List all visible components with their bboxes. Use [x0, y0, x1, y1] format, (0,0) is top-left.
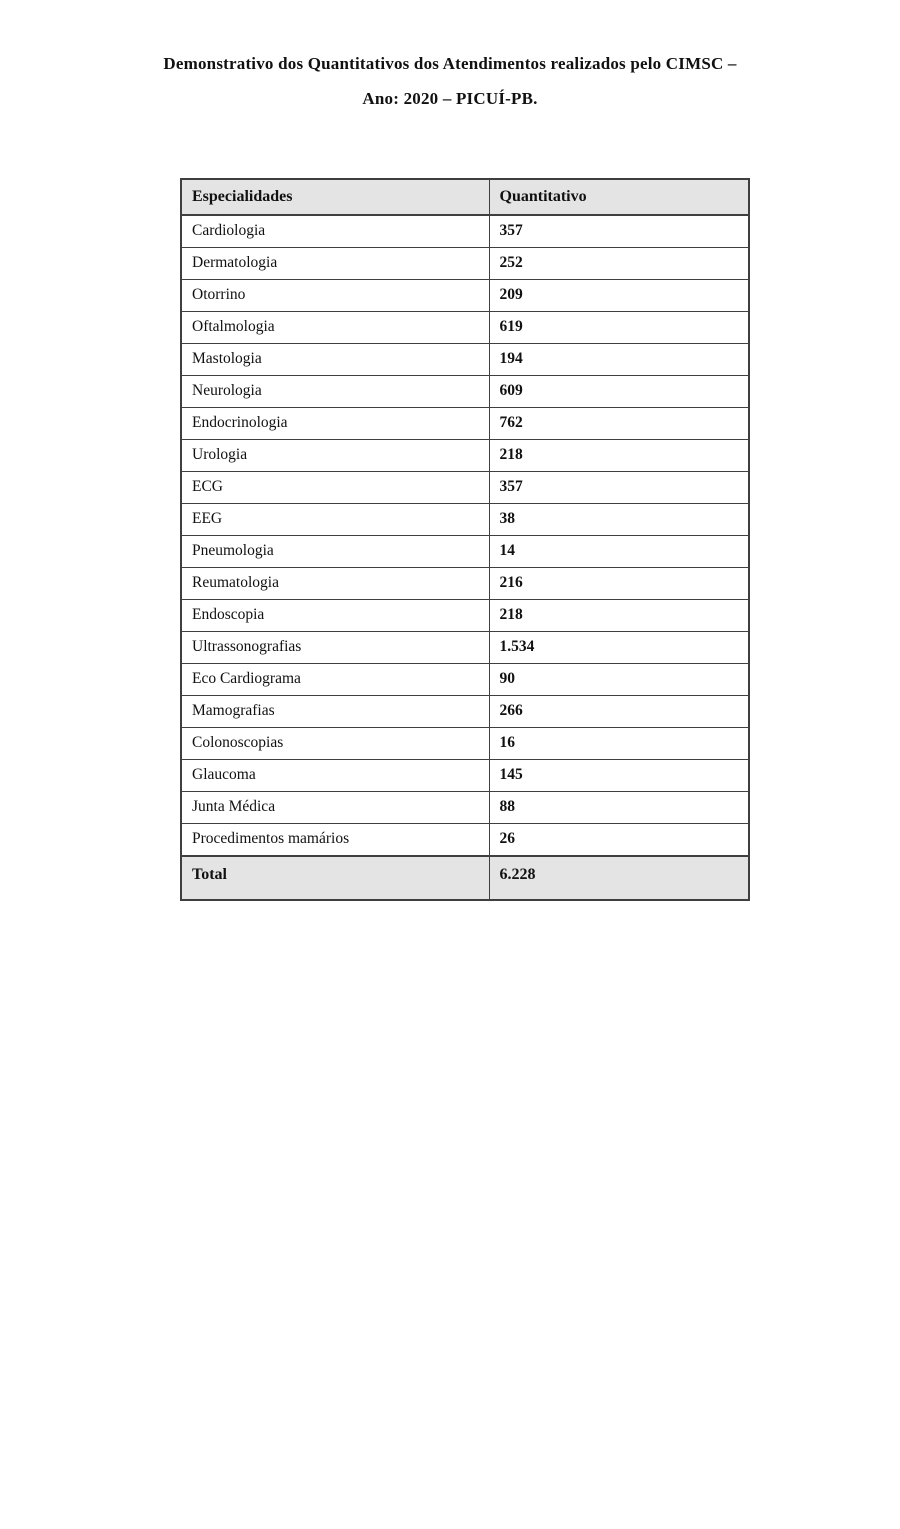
table-row: [181, 696, 749, 728]
specialty-cell: Eco Cardiograma: [181, 664, 489, 696]
table-row: [181, 536, 749, 568]
specialty-cell: Mastologia: [181, 344, 489, 376]
column-header-quantitativo: Quantitativo: [489, 179, 749, 215]
quantity-cell: 357: [489, 472, 749, 504]
quantity-cell: 209: [489, 280, 749, 312]
table-row: [181, 728, 749, 760]
specialty-cell: Oftalmologia: [181, 312, 489, 344]
specialty-cell: Endocrinologia: [181, 408, 489, 440]
quantity-cell: 216: [489, 568, 749, 600]
quantity-cell: 218: [489, 440, 749, 472]
table-row: [181, 760, 749, 792]
table-row: [181, 280, 749, 312]
table-row: [181, 664, 749, 696]
table-body: [181, 215, 749, 856]
quantity-cell: 266: [489, 696, 749, 728]
table-row: [181, 472, 749, 504]
table-row: [181, 312, 749, 344]
quantity-cell: 619: [489, 312, 749, 344]
document-title-line1: Demonstrativo dos Quantitativos dos Atendimentos realizados pelo CIMSC –: [163, 54, 737, 73]
table-row: [181, 824, 749, 857]
specialty-cell: Glaucoma: [181, 760, 489, 792]
specialty-cell: Otorrino: [181, 280, 489, 312]
specialty-cell: Endoscopia: [181, 600, 489, 632]
quantity-cell: 252: [489, 248, 749, 280]
table-row: [181, 600, 749, 632]
quantity-cell: 194: [489, 344, 749, 376]
specialty-cell: Pneumologia: [181, 536, 489, 568]
table-row: [181, 215, 749, 248]
quantity-cell: 26: [489, 824, 749, 857]
specialty-cell: Urologia: [181, 440, 489, 472]
specialty-cell: Colonoscopias: [181, 728, 489, 760]
quantity-cell: 1.534: [489, 632, 749, 664]
quantity-cell: 609: [489, 376, 749, 408]
table-row: [181, 440, 749, 472]
attendance-quantities-table: [180, 178, 750, 901]
quantity-cell: 88: [489, 792, 749, 824]
quantity-cell: 90: [489, 664, 749, 696]
table-row: [181, 344, 749, 376]
table-header: [181, 179, 749, 215]
specialty-cell: Procedimentos mamários: [181, 824, 489, 857]
quantity-cell: 16: [489, 728, 749, 760]
table-row: [181, 376, 749, 408]
specialty-cell: ECG: [181, 472, 489, 504]
quantity-cell: 38: [489, 504, 749, 536]
quantity-cell: 145: [489, 760, 749, 792]
table-row: [181, 408, 749, 440]
specialty-cell: Mamografias: [181, 696, 489, 728]
table-row: [181, 792, 749, 824]
total-row: [181, 856, 749, 900]
quantity-cell: 14: [489, 536, 749, 568]
specialty-cell: Neurologia: [181, 376, 489, 408]
table-footer: [181, 856, 749, 900]
header-row: [181, 179, 749, 215]
document-title-line2: Ano: 2020 – PICUÍ-PB.: [362, 89, 538, 108]
quantity-cell: 762: [489, 408, 749, 440]
column-header-especialidades: Especialidades: [181, 179, 489, 215]
table-row: [181, 568, 749, 600]
table-row: [181, 248, 749, 280]
total-value-cell: 6.228: [489, 856, 749, 900]
specialty-cell: Reumatologia: [181, 568, 489, 600]
specialty-cell: Ultrassonografias: [181, 632, 489, 664]
specialty-cell: Junta Médica: [181, 792, 489, 824]
table-row: [181, 632, 749, 664]
document-title: [70, 46, 830, 116]
specialty-cell: Cardiologia: [181, 215, 489, 248]
quantity-cell: 218: [489, 600, 749, 632]
specialty-cell: Dermatologia: [181, 248, 489, 280]
table-row: [181, 504, 749, 536]
specialty-cell: EEG: [181, 504, 489, 536]
total-label-cell: Total: [181, 856, 489, 900]
quantity-cell: 357: [489, 215, 749, 248]
